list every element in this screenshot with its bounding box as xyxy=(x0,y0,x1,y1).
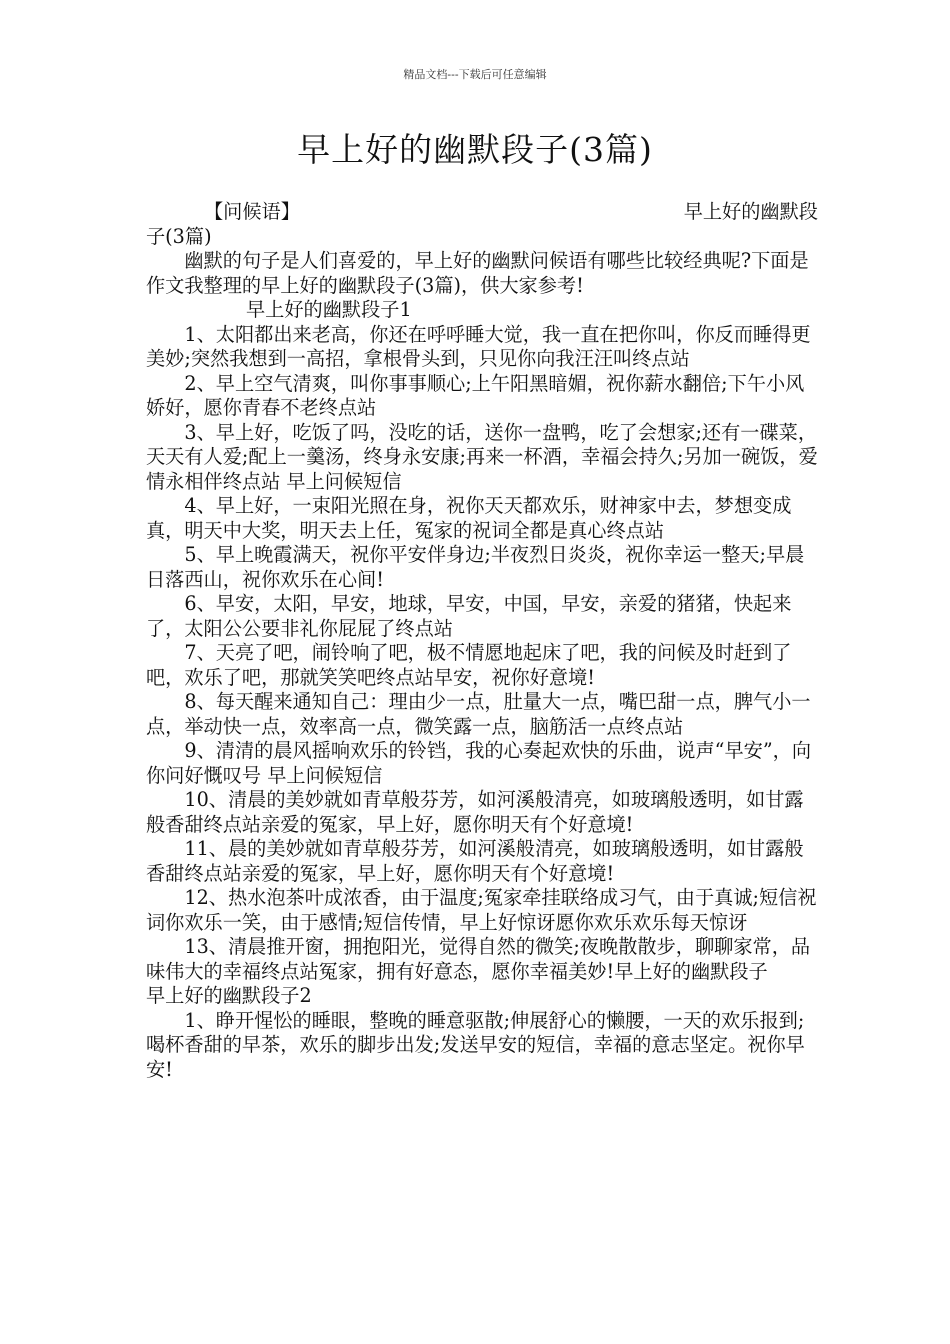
intro-tag: 【问候语】 xyxy=(204,200,300,223)
joke-paragraph: 13、清晨推开窗，拥抱阳光，觉得自然的微笑;夜晚散散步，聊聊家常，品味伟大的幸福终点站冤家，拥有好意态，愿你幸福美妙!早上好的幽默段子 早上好的幽默段子2 xyxy=(146,935,811,1007)
header-note: 精品文档---下载后可任意编辑 xyxy=(403,68,547,81)
section-heading: 早上好的幽默段子1 xyxy=(246,298,412,321)
joke-paragraph: 12、热水泡茶叶成浓香，由于温度;冤家牵挂联络成习气，由于真诚;短信祝词你欢乐一笑，由于感情;短信传情，早上好惊讶愿你欢乐欢乐每天惊讶 xyxy=(146,886,817,934)
joke-paragraph: 8、每天醒来通知自己：理由少一点，肚量大一点，嘴巴甜一点，脾气小一点，举动快一点，效率高一点，微笑露一点，脑筋活一点终点站 xyxy=(146,690,811,738)
lead-paragraph: 幽默的句子是人们喜爱的，早上好的幽默问候语有哪些比较经典呢?下面是作文我整理的早上好的幽默段子(3篇)，供大家参考! xyxy=(146,249,809,297)
joke-paragraph: 3、早上好，吃饭了吗，没吃的话，送你一盘鸭，吃了会想家;还有一碟菜，天天有人爱;配上一羹汤，终身永安康;再来一杯酒，幸福会持久;另加一碗饭，爱情永相伴终点站 早上问候短信 xyxy=(146,420,818,493)
intro-title-continued: 子(3篇) xyxy=(146,224,212,248)
document-body xyxy=(146,200,818,1082)
joke-paragraph: 9、清清的晨风摇响欢乐的铃铛，我的心奏起欢快的乐曲，说声“早安”，向你问好慨叹号 早上问候短信 xyxy=(146,739,812,787)
intro-title-right: 早上好的幽默段 xyxy=(683,200,818,223)
joke-paragraph: 4、早上好，一束阳光照在身，祝你天天都欢乐，财神家中去，梦想变成真，明天中大奖，明天去上任，冤家的祝词全都是真心终点站 xyxy=(146,494,792,542)
document-title: 早上好的幽默段子(3篇) xyxy=(297,130,653,169)
joke-paragraph: 1、睁开惺忪的睡眼，整晚的睡意驱散;伸展舒心的懒腰，一天的欢乐报到;喝杯香甜的早茶，欢乐的脚步出发;发送早安的短信，幸福的意志坚定。祝你早安! xyxy=(146,1008,805,1081)
joke-paragraph: 2、早上空气清爽，叫你事事顺心;上午阳黑暗媚，祝你薪水翻倍;下午小风娇好，愿你青春不老终点站 xyxy=(146,371,805,419)
intro-line xyxy=(146,200,818,225)
joke-paragraph: 1、太阳都出来老高，你还在呼呼睡大觉，我一直在把你叫，你反而睡得更美妙;突然我想到一高招，拿根骨头到，只见你向我汪汪叫终点站 xyxy=(146,322,811,370)
joke-paragraph: 7、天亮了吧，闹铃响了吧，极不情愿地起床了吧，我的问候及时赶到了吧，欢乐了吧，那就笑笑吧终点站早安，祝你好意境! xyxy=(146,641,792,689)
joke-paragraph: 11、晨的美妙就如青草般芬芳，如河溪般清亮，如玻璃般透明，如甘露般香甜终点站亲爱的冤家，早上好，愿你明天有个好意境! xyxy=(146,837,804,885)
joke-paragraph: 10、清晨的美妙就如青草般芬芳，如河溪般清亮，如玻璃般透明，如甘露般香甜终点站亲爱的冤家，早上好，愿你明天有个好意境! xyxy=(146,788,804,836)
joke-paragraph: 5、早上晚霞满天，祝你平安伴身边;半夜烈日炎炎，祝你幸运一整天;早晨日落西山，祝你欢乐在心间! xyxy=(146,543,805,591)
joke-paragraph: 6、早安，太阳，早安，地球，早安，中国，早安，亲爱的猪猪，快起来了，太阳公公要非礼你屁屁了终点站 xyxy=(146,592,792,640)
